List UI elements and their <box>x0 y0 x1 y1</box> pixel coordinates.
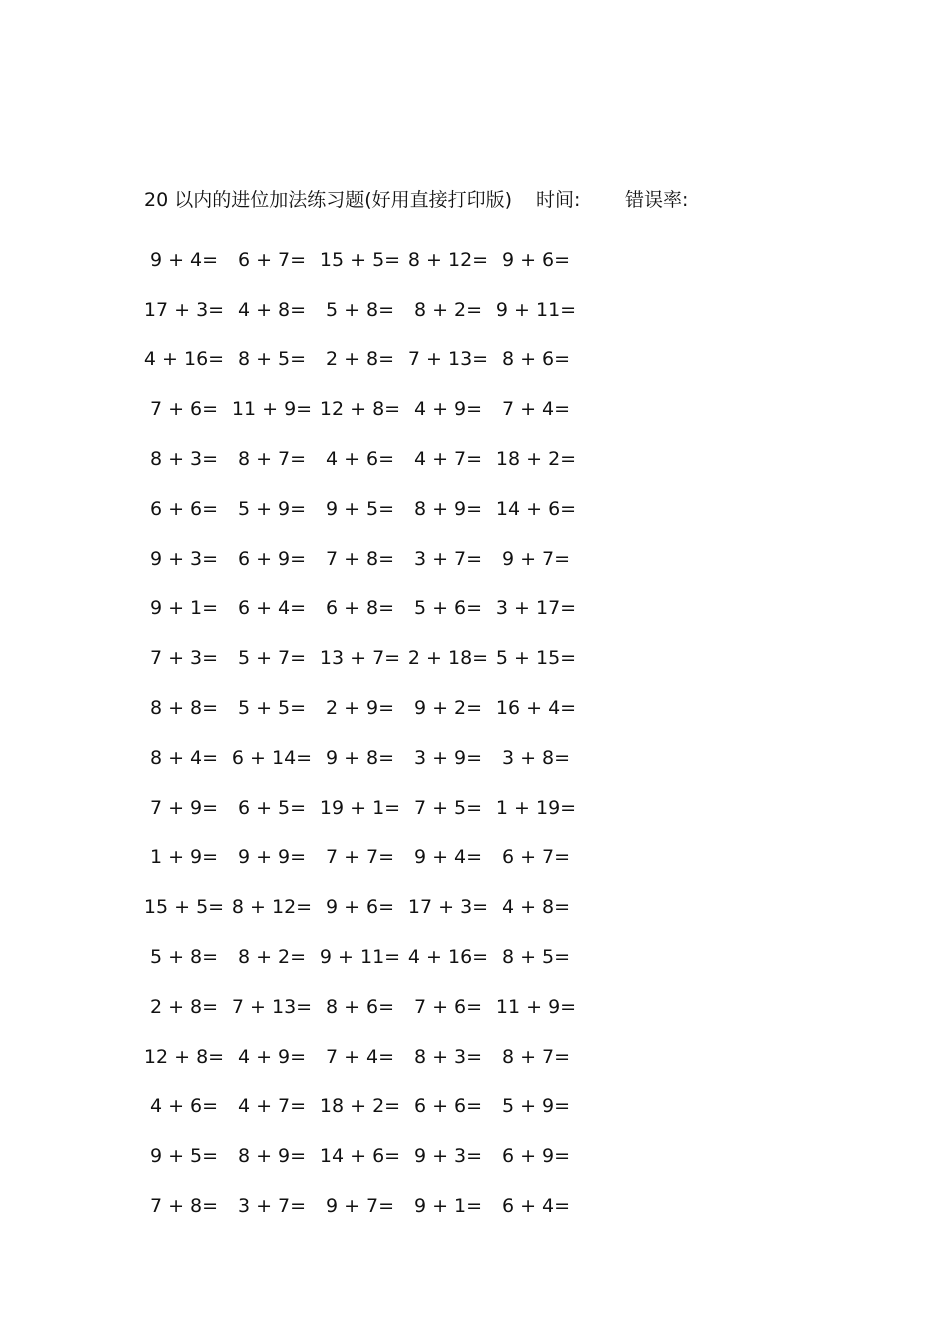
addition-problem: 7 + 13= <box>407 348 489 371</box>
problem-row <box>140 1181 600 1231</box>
addition-problem: 6 + 9= <box>237 547 307 570</box>
addition-problem: 9 + 11= <box>495 298 577 321</box>
addition-problem: 9 + 3= <box>149 547 219 570</box>
addition-problem: 5 + 5= <box>237 697 307 720</box>
problem-row <box>140 534 600 584</box>
addition-problem: 15 + 5= <box>319 248 401 271</box>
addition-problem: 17 + 3= <box>407 896 489 919</box>
addition-problem: 7 + 7= <box>325 846 395 869</box>
addition-problem: 14 + 6= <box>319 1145 401 1168</box>
addition-problem: 7 + 4= <box>501 398 571 421</box>
addition-problem: 9 + 9= <box>237 846 307 869</box>
addition-problem: 8 + 12= <box>407 248 489 271</box>
addition-problem: 6 + 4= <box>501 1195 571 1218</box>
addition-problem: 9 + 5= <box>149 1145 219 1168</box>
problem-row <box>140 584 600 634</box>
addition-problem: 4 + 9= <box>413 398 483 421</box>
addition-problem: 18 + 2= <box>495 448 577 471</box>
addition-problem: 8 + 12= <box>231 896 313 919</box>
addition-problem: 9 + 11= <box>319 946 401 969</box>
addition-problem: 8 + 2= <box>413 298 483 321</box>
problem-row <box>140 384 600 434</box>
addition-problem: 8 + 9= <box>237 1145 307 1168</box>
time-label: 时间: <box>536 189 581 211</box>
problem-row <box>140 833 600 883</box>
addition-problem: 6 + 9= <box>501 1145 571 1168</box>
addition-problem: 13 + 7= <box>319 647 401 670</box>
addition-problem: 2 + 8= <box>149 995 219 1018</box>
addition-problem: 5 + 8= <box>149 946 219 969</box>
addition-problem: 8 + 8= <box>149 697 219 720</box>
problem-grid <box>140 235 600 1231</box>
addition-problem: 4 + 6= <box>149 1095 219 1118</box>
addition-problem: 9 + 8= <box>325 746 395 769</box>
addition-problem: 5 + 15= <box>495 647 577 670</box>
addition-problem: 9 + 4= <box>413 846 483 869</box>
addition-problem: 1 + 19= <box>495 796 577 819</box>
addition-problem: 1 + 9= <box>149 846 219 869</box>
addition-problem: 19 + 1= <box>319 796 401 819</box>
addition-problem: 9 + 7= <box>501 547 571 570</box>
addition-problem: 6 + 5= <box>237 796 307 819</box>
addition-problem: 7 + 4= <box>325 1045 395 1068</box>
addition-problem: 7 + 9= <box>149 796 219 819</box>
problem-row <box>140 633 600 683</box>
addition-problem: 8 + 3= <box>413 1045 483 1068</box>
addition-problem: 4 + 6= <box>325 448 395 471</box>
problem-row <box>140 434 600 484</box>
addition-problem: 14 + 6= <box>495 497 577 520</box>
addition-problem: 11 + 9= <box>231 398 313 421</box>
problem-row <box>140 1032 600 1082</box>
addition-problem: 9 + 3= <box>413 1145 483 1168</box>
addition-problem: 7 + 13= <box>231 995 313 1018</box>
addition-problem: 11 + 9= <box>495 995 577 1018</box>
addition-problem: 8 + 5= <box>501 946 571 969</box>
addition-problem: 12 + 8= <box>143 1045 225 1068</box>
addition-problem: 5 + 9= <box>501 1095 571 1118</box>
addition-problem: 9 + 1= <box>413 1195 483 1218</box>
addition-problem: 5 + 6= <box>413 597 483 620</box>
addition-problem: 6 + 14= <box>231 746 313 769</box>
addition-problem: 8 + 2= <box>237 946 307 969</box>
problem-row <box>140 235 600 285</box>
addition-problem: 4 + 8= <box>501 896 571 919</box>
addition-problem: 4 + 9= <box>237 1045 307 1068</box>
addition-problem: 6 + 7= <box>237 248 307 271</box>
addition-problem: 9 + 6= <box>325 896 395 919</box>
addition-problem: 9 + 7= <box>325 1195 395 1218</box>
addition-problem: 3 + 8= <box>501 746 571 769</box>
addition-problem: 16 + 4= <box>495 697 577 720</box>
problem-row <box>140 1082 600 1132</box>
addition-problem: 5 + 8= <box>325 298 395 321</box>
addition-problem: 9 + 4= <box>149 248 219 271</box>
addition-problem: 6 + 4= <box>237 597 307 620</box>
addition-problem: 4 + 7= <box>413 448 483 471</box>
problem-row <box>140 882 600 932</box>
addition-problem: 9 + 1= <box>149 597 219 620</box>
addition-problem: 18 + 2= <box>319 1095 401 1118</box>
addition-problem: 6 + 6= <box>413 1095 483 1118</box>
problem-row <box>140 733 600 783</box>
addition-problem: 6 + 7= <box>501 846 571 869</box>
addition-problem: 8 + 5= <box>237 348 307 371</box>
addition-problem: 8 + 7= <box>237 448 307 471</box>
problem-row <box>140 335 600 385</box>
addition-problem: 8 + 7= <box>501 1045 571 1068</box>
addition-problem: 7 + 3= <box>149 647 219 670</box>
addition-problem: 3 + 7= <box>413 547 483 570</box>
addition-problem: 2 + 8= <box>325 348 395 371</box>
addition-problem: 17 + 3= <box>143 298 225 321</box>
addition-problem: 12 + 8= <box>319 398 401 421</box>
addition-problem: 8 + 3= <box>149 448 219 471</box>
problem-row <box>140 683 600 733</box>
addition-problem: 8 + 6= <box>501 348 571 371</box>
addition-problem: 5 + 9= <box>237 497 307 520</box>
addition-problem: 3 + 17= <box>495 597 577 620</box>
addition-problem: 2 + 18= <box>407 647 489 670</box>
addition-problem: 7 + 5= <box>413 796 483 819</box>
addition-problem: 9 + 6= <box>501 248 571 271</box>
addition-problem: 8 + 6= <box>325 995 395 1018</box>
addition-problem: 15 + 5= <box>143 896 225 919</box>
addition-problem: 3 + 9= <box>413 746 483 769</box>
error-rate-label: 错误率: <box>625 189 689 211</box>
addition-problem: 9 + 2= <box>413 697 483 720</box>
problem-row <box>140 932 600 982</box>
problem-row <box>140 484 600 534</box>
addition-problem: 8 + 9= <box>413 497 483 520</box>
addition-problem: 4 + 7= <box>237 1095 307 1118</box>
addition-problem: 4 + 16= <box>407 946 489 969</box>
problem-row <box>140 1131 600 1181</box>
addition-problem: 7 + 6= <box>413 995 483 1018</box>
problem-row <box>140 982 600 1032</box>
addition-problem: 3 + 7= <box>237 1195 307 1218</box>
problem-row <box>140 285 600 335</box>
addition-problem: 9 + 5= <box>325 497 395 520</box>
addition-problem: 7 + 6= <box>149 398 219 421</box>
addition-problem: 6 + 8= <box>325 597 395 620</box>
addition-problem: 7 + 8= <box>149 1195 219 1218</box>
worksheet-header <box>144 186 844 214</box>
addition-problem: 8 + 4= <box>149 746 219 769</box>
addition-problem: 5 + 7= <box>237 647 307 670</box>
worksheet-title: 20 以内的进位加法练习题(好用直接打印版) <box>144 189 513 211</box>
addition-problem: 7 + 8= <box>325 547 395 570</box>
addition-problem: 4 + 16= <box>143 348 225 371</box>
addition-problem: 4 + 8= <box>237 298 307 321</box>
addition-problem: 6 + 6= <box>149 497 219 520</box>
problem-row <box>140 783 600 833</box>
addition-problem: 2 + 9= <box>325 697 395 720</box>
